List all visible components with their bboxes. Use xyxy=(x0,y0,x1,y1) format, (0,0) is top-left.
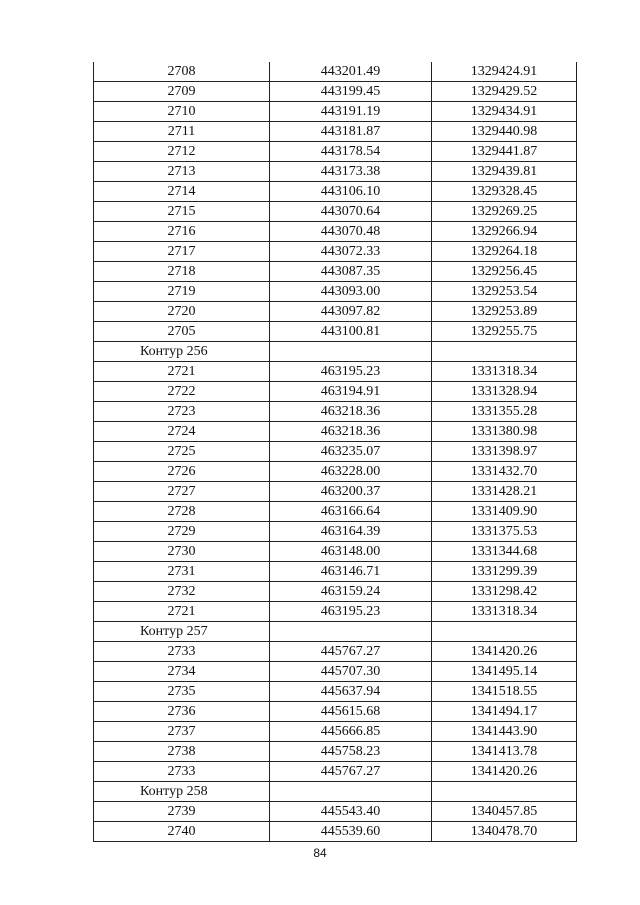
point-id-cell: 2726 xyxy=(94,462,270,482)
contour-label: Контур 257 xyxy=(94,622,270,642)
point-id-cell: 2722 xyxy=(94,382,270,402)
table-row xyxy=(94,222,577,242)
x-coordinate-cell: 443100.81 xyxy=(270,322,432,342)
x-coordinate-cell: 463164.39 xyxy=(270,522,432,542)
x-coordinate-cell: 463218.36 xyxy=(270,402,432,422)
y-coordinate-cell: 1341495.14 xyxy=(432,662,577,682)
point-id-cell: 2732 xyxy=(94,582,270,602)
y-coordinate-cell: 1331398.97 xyxy=(432,442,577,462)
point-id-cell: 2724 xyxy=(94,422,270,442)
x-coordinate-cell: 445539.60 xyxy=(270,822,432,842)
table-row xyxy=(94,542,577,562)
table-row xyxy=(94,662,577,682)
x-coordinate-cell: 443093.00 xyxy=(270,282,432,302)
x-coordinate-cell: 443106.10 xyxy=(270,182,432,202)
table-row xyxy=(94,382,577,402)
point-id-cell: 2725 xyxy=(94,442,270,462)
table-row xyxy=(94,142,577,162)
table-row xyxy=(94,682,577,702)
point-id-cell: 2710 xyxy=(94,102,270,122)
y-coordinate-cell: 1340457.85 xyxy=(432,802,577,822)
empty-cell xyxy=(432,342,577,362)
x-coordinate-cell: 445767.27 xyxy=(270,642,432,662)
y-coordinate-cell: 1329255.75 xyxy=(432,322,577,342)
point-id-cell: 2740 xyxy=(94,822,270,842)
point-id-cell: 2718 xyxy=(94,262,270,282)
point-id-cell: 2737 xyxy=(94,722,270,742)
contour-label: Контур 256 xyxy=(94,342,270,362)
table-row xyxy=(94,822,577,842)
table-row xyxy=(94,582,577,602)
table-row xyxy=(94,522,577,542)
x-coordinate-cell: 463195.23 xyxy=(270,602,432,622)
y-coordinate-cell: 1329434.91 xyxy=(432,102,577,122)
point-id-cell: 2721 xyxy=(94,362,270,382)
table-row xyxy=(94,282,577,302)
point-id-cell: 2723 xyxy=(94,402,270,422)
point-id-cell: 2728 xyxy=(94,502,270,522)
x-coordinate-cell: 463195.23 xyxy=(270,362,432,382)
empty-cell xyxy=(432,622,577,642)
table-row xyxy=(94,302,577,322)
y-coordinate-cell: 1331298.42 xyxy=(432,582,577,602)
x-coordinate-cell: 443070.64 xyxy=(270,202,432,222)
point-id-cell: 2719 xyxy=(94,282,270,302)
point-id-cell: 2713 xyxy=(94,162,270,182)
y-coordinate-cell: 1341518.55 xyxy=(432,682,577,702)
table-row xyxy=(94,182,577,202)
coordinate-table xyxy=(93,62,577,842)
y-coordinate-cell: 1341443.90 xyxy=(432,722,577,742)
point-id-cell: 2733 xyxy=(94,762,270,782)
table-row xyxy=(94,162,577,182)
table-row xyxy=(94,762,577,782)
table-row xyxy=(94,402,577,422)
point-id-cell: 2716 xyxy=(94,222,270,242)
point-id-cell: 2711 xyxy=(94,122,270,142)
table-row xyxy=(94,562,577,582)
point-id-cell: 2708 xyxy=(94,62,270,82)
table-row xyxy=(94,502,577,522)
y-coordinate-cell: 1331375.53 xyxy=(432,522,577,542)
x-coordinate-cell: 443178.54 xyxy=(270,142,432,162)
contour-header-row xyxy=(94,342,577,362)
table-row xyxy=(94,62,577,82)
y-coordinate-cell: 1331299.39 xyxy=(432,562,577,582)
y-coordinate-cell: 1329264.18 xyxy=(432,242,577,262)
x-coordinate-cell: 463148.00 xyxy=(270,542,432,562)
point-id-cell: 2715 xyxy=(94,202,270,222)
y-coordinate-cell: 1329429.52 xyxy=(432,82,577,102)
point-id-cell: 2720 xyxy=(94,302,270,322)
table-row xyxy=(94,722,577,742)
table-row xyxy=(94,242,577,262)
table-row xyxy=(94,362,577,382)
x-coordinate-cell: 445666.85 xyxy=(270,722,432,742)
contour-label: Контур 258 xyxy=(94,782,270,802)
x-coordinate-cell: 445767.27 xyxy=(270,762,432,782)
table-row xyxy=(94,122,577,142)
x-coordinate-cell: 463166.64 xyxy=(270,502,432,522)
y-coordinate-cell: 1329256.45 xyxy=(432,262,577,282)
point-id-cell: 2736 xyxy=(94,702,270,722)
y-coordinate-cell: 1329266.94 xyxy=(432,222,577,242)
page-number: 84 xyxy=(313,846,327,860)
contour-header-row xyxy=(94,782,577,802)
x-coordinate-cell: 463218.36 xyxy=(270,422,432,442)
point-id-cell: 2712 xyxy=(94,142,270,162)
table-row xyxy=(94,102,577,122)
y-coordinate-cell: 1331380.98 xyxy=(432,422,577,442)
table-row xyxy=(94,602,577,622)
x-coordinate-cell: 443173.38 xyxy=(270,162,432,182)
x-coordinate-cell: 445543.40 xyxy=(270,802,432,822)
x-coordinate-cell: 445707.30 xyxy=(270,662,432,682)
point-id-cell: 2705 xyxy=(94,322,270,342)
x-coordinate-cell: 463159.24 xyxy=(270,582,432,602)
y-coordinate-cell: 1329439.81 xyxy=(432,162,577,182)
x-coordinate-cell: 443201.49 xyxy=(270,62,432,82)
point-id-cell: 2721 xyxy=(94,602,270,622)
x-coordinate-cell: 443191.19 xyxy=(270,102,432,122)
x-coordinate-cell: 463200.37 xyxy=(270,482,432,502)
point-id-cell: 2733 xyxy=(94,642,270,662)
point-id-cell: 2717 xyxy=(94,242,270,262)
x-coordinate-cell: 443072.33 xyxy=(270,242,432,262)
y-coordinate-cell: 1331355.28 xyxy=(432,402,577,422)
point-id-cell: 2709 xyxy=(94,82,270,102)
table-row xyxy=(94,202,577,222)
y-coordinate-cell: 1341420.26 xyxy=(432,762,577,782)
coordinate-table-body xyxy=(94,62,577,842)
table-row xyxy=(94,702,577,722)
y-coordinate-cell: 1329328.45 xyxy=(432,182,577,202)
x-coordinate-cell: 463194.91 xyxy=(270,382,432,402)
y-coordinate-cell: 1331328.94 xyxy=(432,382,577,402)
y-coordinate-cell: 1341420.26 xyxy=(432,642,577,662)
point-id-cell: 2731 xyxy=(94,562,270,582)
x-coordinate-cell: 445615.68 xyxy=(270,702,432,722)
x-coordinate-cell: 443087.35 xyxy=(270,262,432,282)
point-id-cell: 2735 xyxy=(94,682,270,702)
x-coordinate-cell: 445637.94 xyxy=(270,682,432,702)
point-id-cell: 2714 xyxy=(94,182,270,202)
table-row xyxy=(94,322,577,342)
table-row xyxy=(94,442,577,462)
x-coordinate-cell: 443199.45 xyxy=(270,82,432,102)
y-coordinate-cell: 1331318.34 xyxy=(432,602,577,622)
table-row xyxy=(94,802,577,822)
y-coordinate-cell: 1331344.68 xyxy=(432,542,577,562)
table-row xyxy=(94,482,577,502)
table-row xyxy=(94,742,577,762)
empty-cell xyxy=(270,342,432,362)
x-coordinate-cell: 443181.87 xyxy=(270,122,432,142)
x-coordinate-cell: 443097.82 xyxy=(270,302,432,322)
y-coordinate-cell: 1329269.25 xyxy=(432,202,577,222)
y-coordinate-cell: 1340478.70 xyxy=(432,822,577,842)
point-id-cell: 2729 xyxy=(94,522,270,542)
x-coordinate-cell: 463228.00 xyxy=(270,462,432,482)
point-id-cell: 2730 xyxy=(94,542,270,562)
contour-header-row xyxy=(94,622,577,642)
table-row xyxy=(94,82,577,102)
y-coordinate-cell: 1329253.54 xyxy=(432,282,577,302)
point-id-cell: 2734 xyxy=(94,662,270,682)
coordinate-table-container xyxy=(93,62,576,842)
y-coordinate-cell: 1329440.98 xyxy=(432,122,577,142)
y-coordinate-cell: 1329441.87 xyxy=(432,142,577,162)
y-coordinate-cell: 1329253.89 xyxy=(432,302,577,322)
y-coordinate-cell: 1331409.90 xyxy=(432,502,577,522)
y-coordinate-cell: 1329424.91 xyxy=(432,62,577,82)
empty-cell xyxy=(270,622,432,642)
x-coordinate-cell: 463235.07 xyxy=(270,442,432,462)
x-coordinate-cell: 463146.71 xyxy=(270,562,432,582)
point-id-cell: 2738 xyxy=(94,742,270,762)
table-row xyxy=(94,422,577,442)
empty-cell xyxy=(270,782,432,802)
table-row xyxy=(94,262,577,282)
y-coordinate-cell: 1331432.70 xyxy=(432,462,577,482)
x-coordinate-cell: 445758.23 xyxy=(270,742,432,762)
y-coordinate-cell: 1341494.17 xyxy=(432,702,577,722)
y-coordinate-cell: 1331428.21 xyxy=(432,482,577,502)
table-row xyxy=(94,462,577,482)
point-id-cell: 2739 xyxy=(94,802,270,822)
empty-cell xyxy=(432,782,577,802)
x-coordinate-cell: 443070.48 xyxy=(270,222,432,242)
point-id-cell: 2727 xyxy=(94,482,270,502)
table-row xyxy=(94,642,577,662)
y-coordinate-cell: 1341413.78 xyxy=(432,742,577,762)
y-coordinate-cell: 1331318.34 xyxy=(432,362,577,382)
